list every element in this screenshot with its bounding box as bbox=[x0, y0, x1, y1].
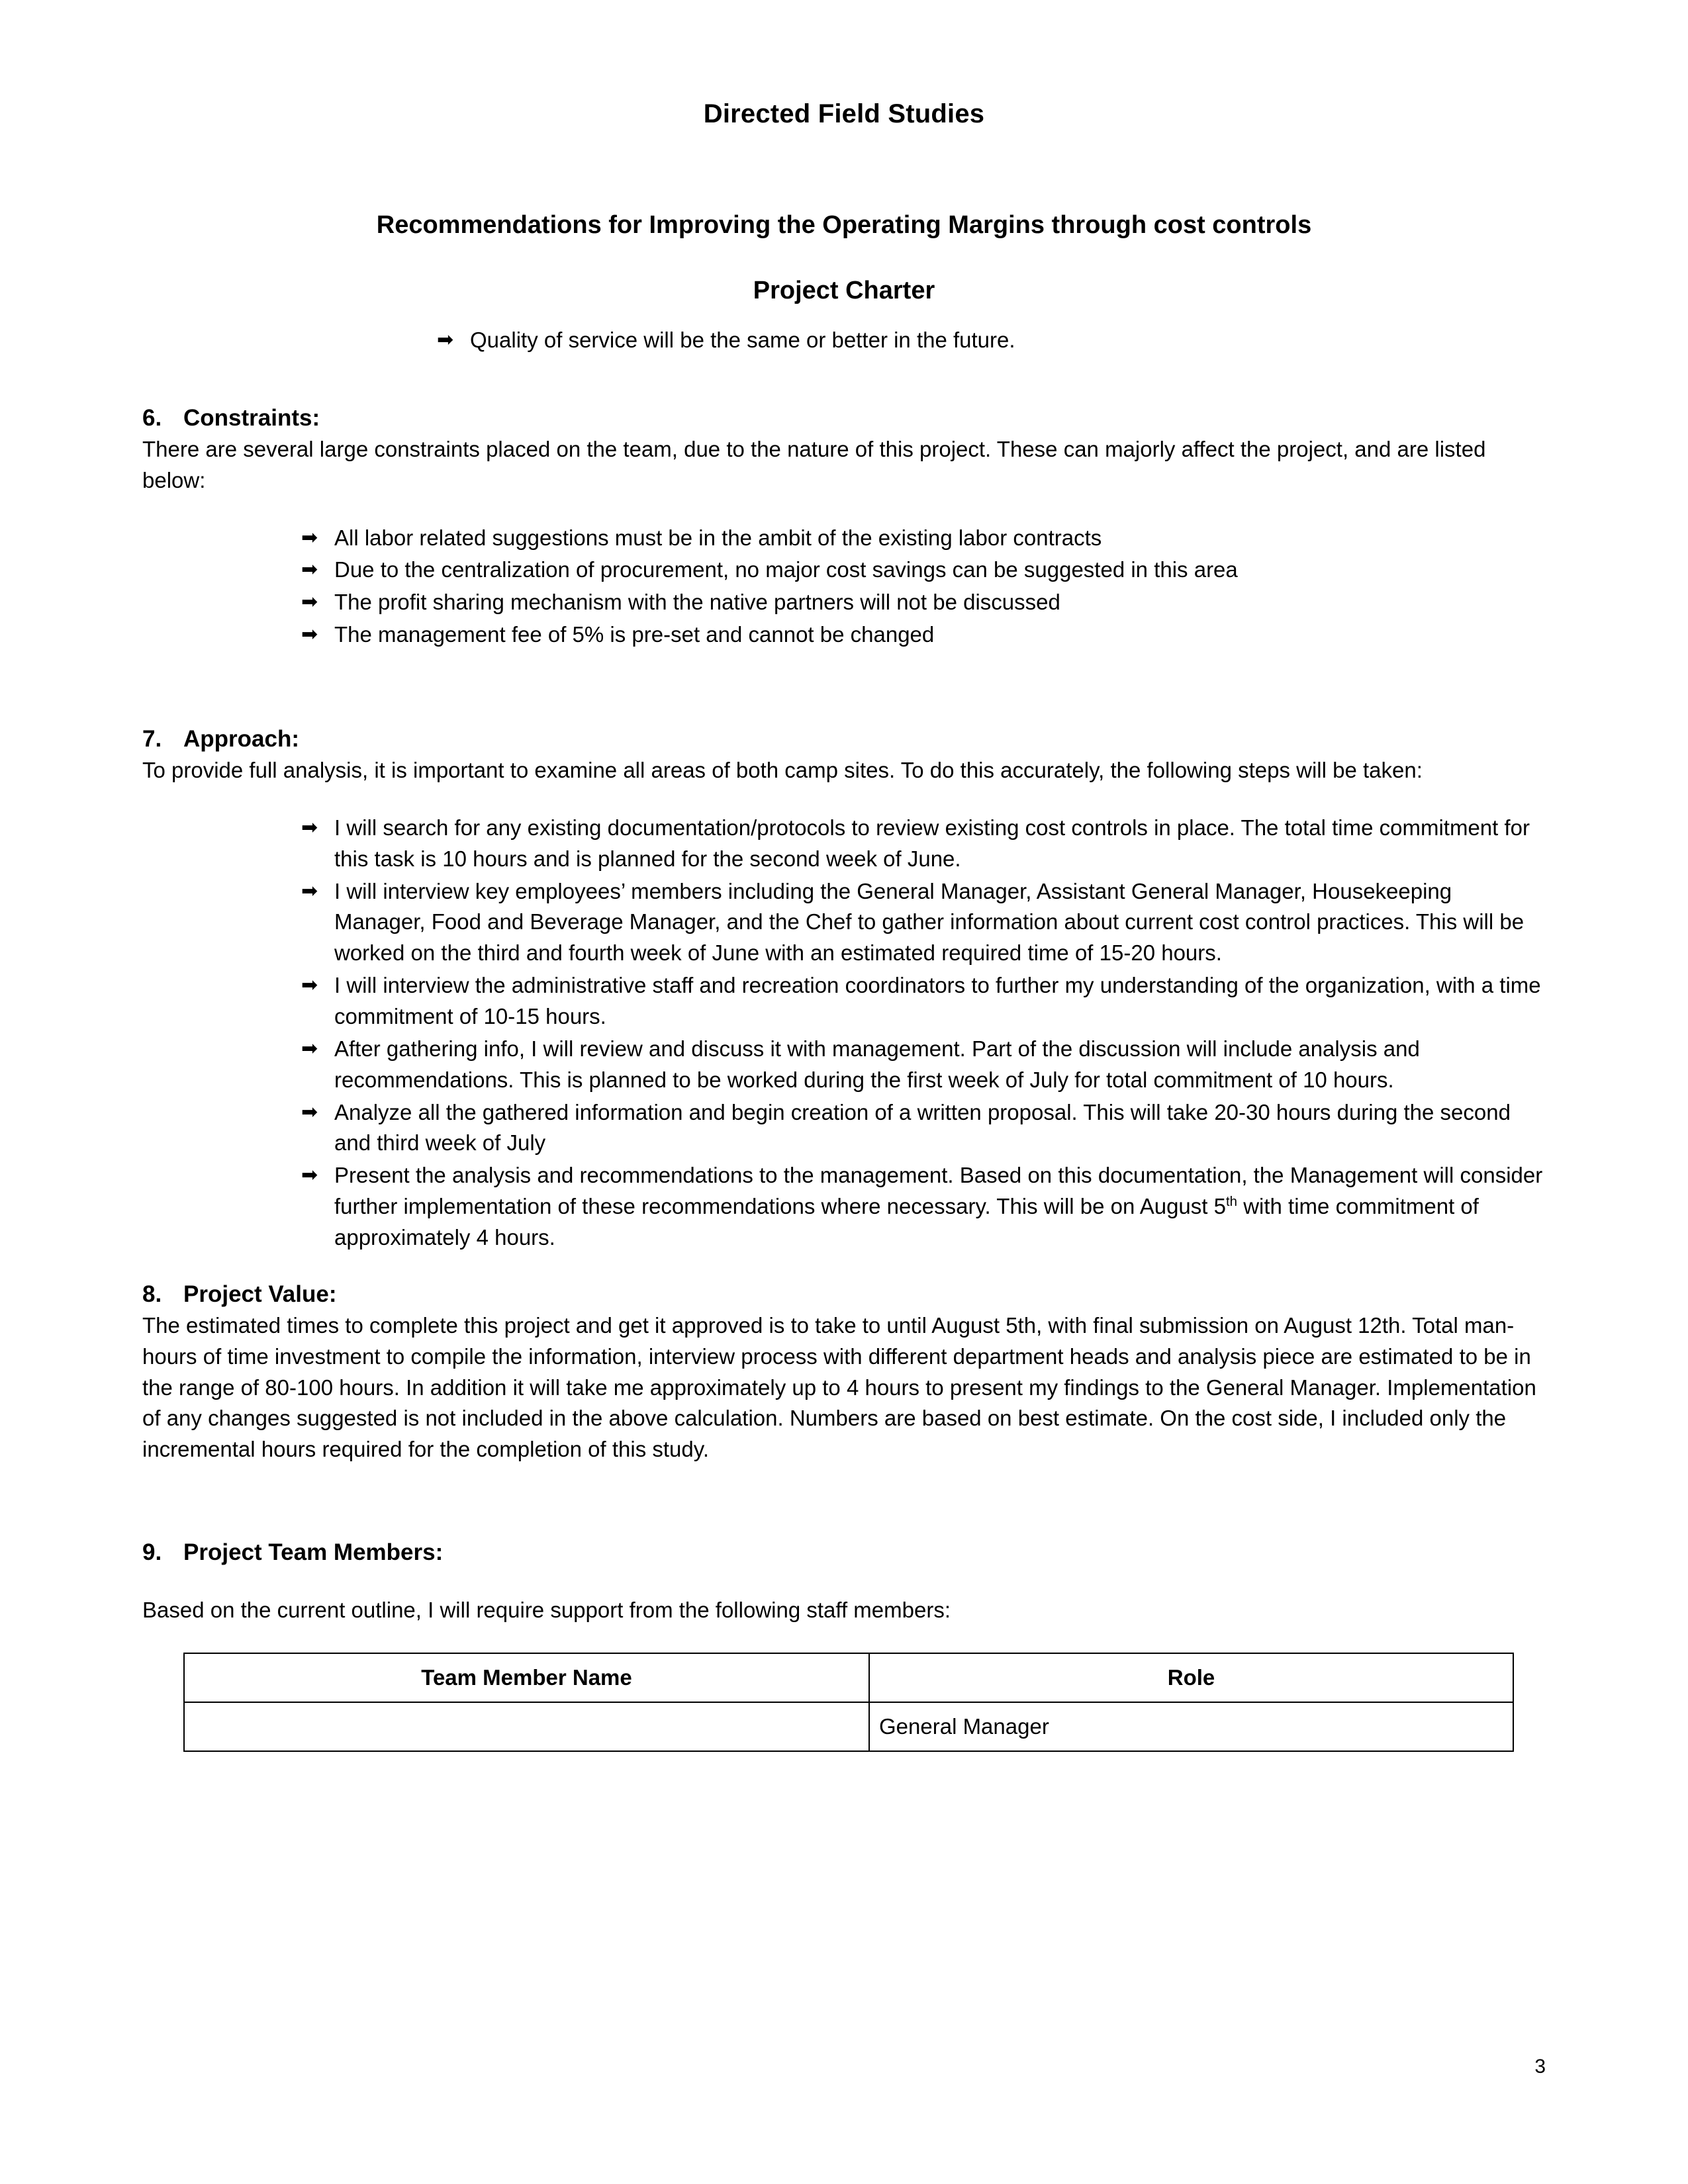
arrow-bullet-icon: ➡ bbox=[301, 1101, 318, 1123]
list-item bbox=[281, 1097, 1546, 1160]
approach-intro: To provide full analysis, it is important to examine all areas of both camp sites. To do this accurately, the following steps will be taken: bbox=[142, 758, 1423, 783]
list-item-text-pre: Present the analysis and recommendations to the management. Based on this documentation, the Management will consider further implementation of these recommendations where necessary. This will be on August 5 bbox=[334, 1163, 1543, 1219]
list-item bbox=[417, 325, 1546, 356]
list-item-label: All labor related suggestions must be in the ambit of the existing labor contracts bbox=[334, 525, 1102, 550]
cell-role: General Manager bbox=[869, 1702, 1513, 1751]
section-heading-team-members bbox=[142, 1539, 1546, 1566]
page-number: 3 bbox=[1534, 2056, 1546, 2077]
list-item-label: Analyze all the gathered information and begin creation of a written proposal. This will take 20-30 hours during the second and third week of July bbox=[334, 1099, 1511, 1156]
section-title: Project Value: bbox=[183, 1281, 337, 1307]
list-item-text-post: with time commitment of approximately 4 hours. bbox=[334, 1194, 1479, 1250]
ordinal-suffix: th bbox=[1225, 1194, 1238, 1210]
arrow-bullet-icon: ➡ bbox=[301, 974, 318, 997]
table-row bbox=[184, 1702, 1513, 1751]
list-item-label: The profit sharing mechanism with the native partners will not be discussed bbox=[334, 590, 1060, 615]
constraints-bullet-list bbox=[281, 523, 1546, 651]
document-subtitle: Project Charter bbox=[753, 277, 935, 304]
arrow-bullet-icon: ➡ bbox=[437, 329, 454, 351]
list-item-label: The management fee of 5% is pre-set and cannot be changed bbox=[334, 622, 935, 647]
arrow-bullet-icon: ➡ bbox=[301, 1037, 318, 1060]
top-bullet-list bbox=[417, 325, 1546, 356]
cell-team-member-name bbox=[184, 1702, 869, 1751]
document-title: Recommendations for Improving the Operating Margins through cost controls bbox=[376, 211, 1312, 239]
approach-bullet-list bbox=[281, 813, 1546, 1253]
team-members-intro: Based on the current outline, I will require support from the following staff members: bbox=[142, 1598, 951, 1623]
list-item bbox=[281, 1160, 1546, 1253]
table-header-row bbox=[184, 1653, 1513, 1702]
column-header-team-member-name: Team Member Name bbox=[184, 1653, 869, 1702]
document-header-title: Directed Field Studies bbox=[703, 99, 985, 128]
list-item-label bbox=[334, 1163, 1542, 1250]
list-item bbox=[281, 1034, 1546, 1096]
list-item bbox=[281, 587, 1546, 618]
list-item-label: Due to the centralization of procurement, no major cost savings can be suggested in this area bbox=[334, 557, 1238, 582]
list-item bbox=[281, 555, 1546, 586]
section-number: 8. bbox=[142, 1281, 162, 1307]
section-title: Constraints: bbox=[183, 404, 320, 431]
section-number: 6. bbox=[142, 404, 162, 431]
list-item bbox=[281, 970, 1546, 1032]
arrow-bullet-icon: ➡ bbox=[301, 816, 318, 839]
section-title: Project Team Members: bbox=[183, 1539, 444, 1566]
list-item-label: I will interview the administrative staff and recreation coordinators to further my understanding of the organization, with a time commitment of 10-15 hours. bbox=[334, 973, 1541, 1029]
arrow-bullet-icon: ➡ bbox=[301, 559, 318, 581]
project-value-body: The estimated times to complete this project and get it approved is to take to until August 5th, with final submission on August 12th. Total man-hours of time investment to compile the information, interview process with different department heads and analysis piece are estimated to be in the range of 80-100 hours. In addition it will take me approximately up to 4 hours to present my findings to the General Manager. Implementation of any changes suggested is not included in the above calculation. Numbers are based on best estimate. On the cost side, I included only the incremental hours required for the completion of this study. bbox=[142, 1312, 1536, 1462]
arrow-bullet-icon: ➡ bbox=[301, 1164, 318, 1187]
arrow-bullet-icon: ➡ bbox=[301, 591, 318, 614]
arrow-bullet-icon: ➡ bbox=[301, 623, 318, 646]
section-number: 7. bbox=[142, 726, 162, 752]
list-item-label: After gathering info, I will review and discuss it with management. Part of the discussion will include analysis and recommendations. This is planned to be worked during the first week of July for total commitment of 10 hours. bbox=[334, 1036, 1420, 1092]
list-item-label: I will search for any existing documentation/protocols to review existing cost controls in place. The total time commitment for this task is 10 hours and is planned for the second week of June. bbox=[334, 815, 1530, 871]
team-members-table bbox=[183, 1653, 1514, 1752]
section-number: 9. bbox=[142, 1539, 162, 1566]
list-item bbox=[281, 813, 1546, 875]
arrow-bullet-icon: ➡ bbox=[301, 526, 318, 549]
section-heading-project-value bbox=[142, 1281, 1546, 1308]
section-title: Approach: bbox=[183, 726, 299, 752]
list-item bbox=[281, 876, 1546, 970]
column-header-role: Role bbox=[869, 1653, 1513, 1702]
list-item-label: Quality of service will be the same or better in the future. bbox=[470, 328, 1015, 352]
list-item bbox=[281, 523, 1546, 554]
arrow-bullet-icon: ➡ bbox=[301, 880, 318, 902]
section-heading-approach bbox=[142, 726, 1546, 752]
list-item bbox=[281, 619, 1546, 651]
list-item-label: I will interview key employees’ members including the General Manager, Assistant General Manager, Housekeeping Manager, Food and Beverage Manager, and the Chef to gather information about current cost control practices. This will be worked on the third and fourth week of June with an estimated required time of 15-20 hours. bbox=[334, 878, 1524, 966]
constraints-intro: There are several large constraints placed on the team, due to the nature of this project. These can majorly affect the project, and are listed below: bbox=[142, 436, 1486, 492]
section-heading-constraints bbox=[142, 405, 1546, 432]
